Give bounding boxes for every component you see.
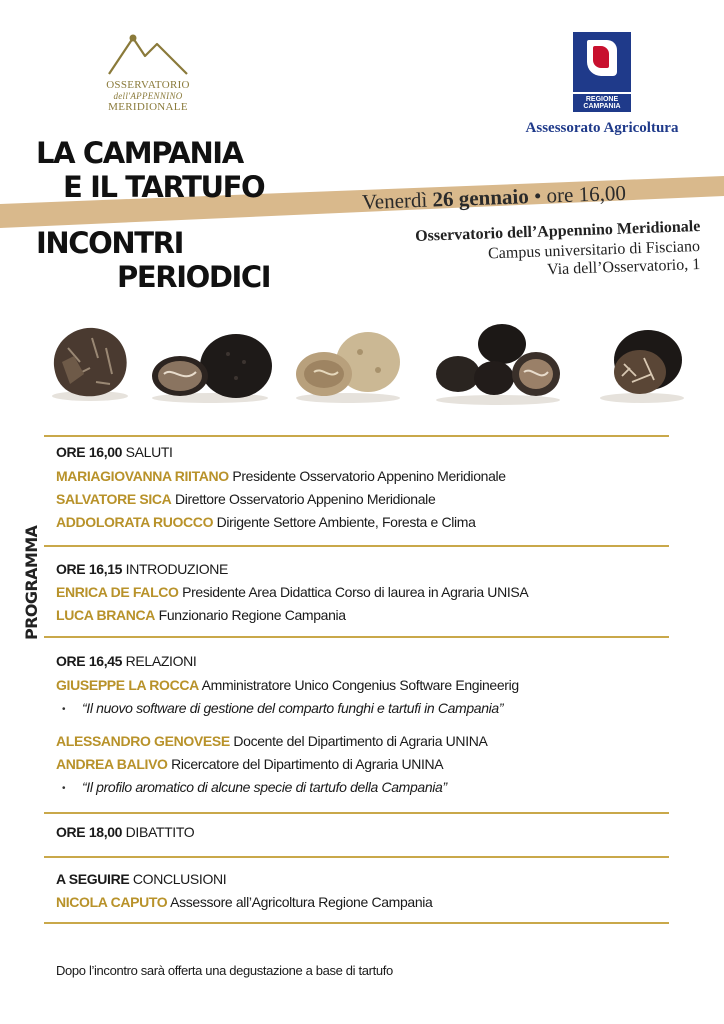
speaker-row xyxy=(56,677,519,693)
program-vertical-label: PROGRAMMA xyxy=(22,525,41,640)
speaker-role: Docente del Dipartimento di Agraria UNINA xyxy=(233,733,488,749)
title-line-4: PERIODICI xyxy=(117,260,271,294)
speaker-name: ADDOLORATA RUOCCO xyxy=(56,514,214,530)
speaker-row xyxy=(56,584,528,600)
speaker-name: ENRICA DE FALCO xyxy=(56,584,179,600)
event-time: ore 16,00 xyxy=(546,180,627,208)
osservatorio-logo xyxy=(98,30,198,122)
truffle-photo-2 xyxy=(144,314,276,406)
section-time: A SEGUIRE xyxy=(56,871,130,887)
section-header-introduzione xyxy=(56,561,228,577)
section-header-dibattito xyxy=(56,824,194,840)
section-time: ORE 16,45 xyxy=(56,653,123,669)
regione-campania-logo xyxy=(518,32,686,136)
divider xyxy=(44,545,669,547)
osservatorio-logo-line1: OSSERVATORIO xyxy=(106,79,190,91)
truffle-photo-1 xyxy=(40,318,138,404)
speaker-role: Dirigente Settore Ambiente, Foresta e Clima xyxy=(216,514,476,530)
title-line-1: LA CAMPANIA xyxy=(36,136,243,170)
divider xyxy=(44,856,669,858)
event-venue: Osservatorio dell’Appennino Meridionale xyxy=(414,218,701,245)
truffle-photo-4 xyxy=(428,312,566,408)
section-title: RELAZIONI xyxy=(125,653,197,669)
speaker-row xyxy=(56,756,443,772)
speaker-row xyxy=(56,514,476,530)
truffle-photo-5 xyxy=(592,320,690,406)
speaker-role: Presidente Area Didattica Corso di laurea in Agraria UNISA xyxy=(182,584,529,600)
speaker-role: Assessore all’Agricoltura Regione Campania xyxy=(170,894,433,910)
section-time: ORE 16,15 xyxy=(56,561,123,577)
truffle-photo-3 xyxy=(290,314,408,406)
speaker-role: Ricercatore del Dipartimento di Agraria UNINA xyxy=(171,756,444,772)
regione-badge: REGIONE CAMPANIA xyxy=(573,94,631,112)
divider xyxy=(44,636,669,638)
bullet-icon: • xyxy=(62,704,66,715)
speaker-name: SALVATORE SICA xyxy=(56,491,172,507)
divider xyxy=(44,922,669,924)
section-header-relazioni xyxy=(56,653,196,669)
mountain-icon xyxy=(103,30,193,80)
section-time: ORE 18,00 xyxy=(56,824,123,840)
osservatorio-logo-line3: MERIDIONALE xyxy=(108,101,188,113)
section-header-conclusioni xyxy=(56,871,226,887)
speaker-row xyxy=(56,607,346,623)
title-line-3: INCONTRI xyxy=(36,226,183,260)
event-campus: Campus universitario di Fisciano xyxy=(487,238,701,263)
speaker-row xyxy=(56,733,487,749)
section-title: SALUTI xyxy=(125,444,173,460)
speaker-row xyxy=(56,468,506,484)
divider xyxy=(44,435,669,437)
speaker-role: Amministratore Unico Congenius Software Engineerig xyxy=(201,677,519,693)
regione-emblem-icon xyxy=(573,32,631,92)
event-day: Venerdì xyxy=(361,187,428,214)
event-date-value: 26 gennaio xyxy=(432,184,530,212)
bullet-icon: • xyxy=(62,783,66,794)
osservatorio-logo-line2: dell'APPENNINO xyxy=(113,91,183,101)
speaker-role: Presidente Osservatorio Appenino Meridionale xyxy=(232,468,506,484)
divider xyxy=(44,812,669,814)
speaker-row xyxy=(56,491,435,507)
speaker-role: Funzionario Regione Campania xyxy=(158,607,346,623)
talk-title: “Il nuovo software di gestione del comparto funghi e tartufi in Campania” xyxy=(82,700,504,716)
speaker-name: LUCA BRANCA xyxy=(56,607,156,623)
speaker-role: Direttore Osservatorio Appenino Meridionale xyxy=(174,491,436,507)
speaker-name: GIUSEPPE LA ROCCA xyxy=(56,677,199,693)
section-title: DIBATTITO xyxy=(125,824,195,840)
event-separator: • xyxy=(533,183,542,208)
speaker-row xyxy=(56,894,432,910)
speaker-name: ANDREA BALIVO xyxy=(56,756,168,772)
section-header-saluti xyxy=(56,444,173,460)
assessorato-label: Assessorato Agricoltura xyxy=(525,120,679,136)
speaker-name: NICOLA CAPUTO xyxy=(56,894,168,910)
title-line-2: E IL TARTUFO xyxy=(63,170,265,204)
section-title: CONCLUSIONI xyxy=(132,871,227,887)
section-title: INTRODUZIONE xyxy=(125,561,229,577)
speaker-name: MARIAGIOVANNA RIITANO xyxy=(56,468,229,484)
speaker-name: ALESSANDRO GENOVESE xyxy=(56,733,230,749)
footer-note: Dopo l’incontro sarà offerta una degustazione a base di tartufo xyxy=(56,963,393,978)
section-time: ORE 16,00 xyxy=(56,444,123,460)
talk-title: “Il profilo aromatico di alcune specie di tartufo della Campania” xyxy=(82,779,447,795)
event-street: Via dell’Osservatorio, 1 xyxy=(546,256,701,279)
